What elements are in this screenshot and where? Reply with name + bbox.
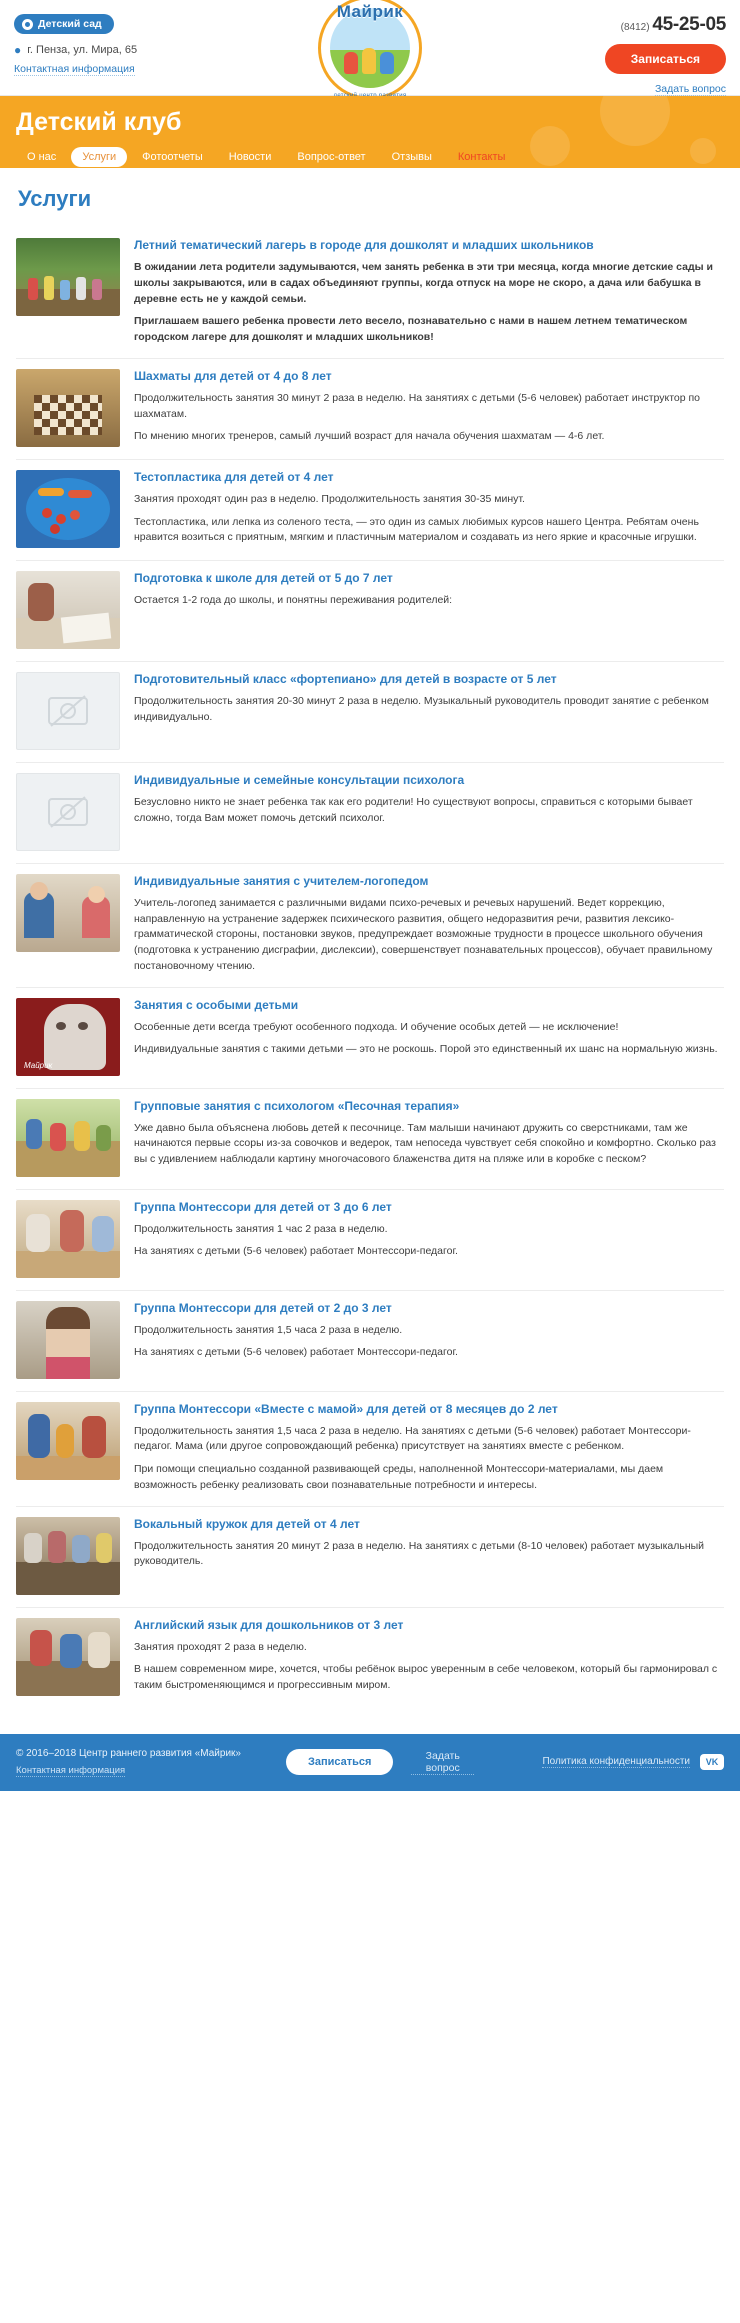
nav-item-reviews[interactable]: Отзывы xyxy=(391,151,432,163)
service-item xyxy=(16,561,724,662)
footer-left xyxy=(16,1748,286,1777)
service-body xyxy=(134,1301,724,1379)
service-body xyxy=(134,470,724,548)
service-thumbnail-placeholder[interactable] xyxy=(16,773,120,851)
service-title[interactable]: Подготовка к школе для детей от 5 до 7 лет xyxy=(134,570,393,585)
service-title[interactable]: Подготовительный класс «фортепиано» для детей в возрасте от 5 лет xyxy=(134,671,557,686)
service-body xyxy=(134,1402,724,1494)
footer-privacy-policy-link[interactable]: Политика конфиденциальности xyxy=(542,1756,690,1767)
footer-right xyxy=(474,1754,724,1770)
service-body xyxy=(134,672,724,750)
service-thumbnail-school[interactable] xyxy=(16,571,120,649)
service-title[interactable]: Тестопластика для детей от 4 лет xyxy=(134,469,334,484)
service-thumbnail-chess[interactable] xyxy=(16,369,120,447)
address-row xyxy=(14,44,274,56)
service-paragraph: Занятия проходят 2 раза в неделю. xyxy=(134,1640,307,1653)
service-item xyxy=(16,460,724,561)
service-paragraph: Индивидуальные занятия с такими детьми — это не роскошь. Порой это единственный их шанс на нормальную жизнь. xyxy=(134,1043,718,1056)
service-thumbnail-sand[interactable] xyxy=(16,1099,120,1177)
service-title[interactable]: Группа Монтессори для детей от 2 до 3 лет xyxy=(134,1300,392,1315)
service-title[interactable]: Вокальный кружок для детей от 4 лет xyxy=(134,1516,360,1531)
ask-question-link[interactable]: Задать вопрос xyxy=(654,83,726,95)
logo-circle xyxy=(318,0,422,100)
site-footer xyxy=(0,1734,740,1791)
club-header xyxy=(0,96,740,168)
main-navigation xyxy=(16,147,724,167)
service-paragraph: На занятиях с детьми (5-6 человек) работает Монтессори-педагог. xyxy=(134,1245,458,1258)
service-thumbnail-montessori23[interactable] xyxy=(16,1301,120,1379)
service-paragraph: Учитель-логопед занимается с различными видами психо-речевых и речевых нарушений. Ведет коррекцию, направленную на устранение задержек психического развития, общего недоразвития речи, развития лексико-грамматической стороны, постановки звуков, предупреждает возможные трудности в процессе школьного обучения (подготовка к устранению дисграфии, дислексии), совершенствует познавательных процессов), обучает правильному постановочному чтению. xyxy=(134,896,713,972)
service-body xyxy=(134,1200,724,1278)
kindergarten-tab-label: Детский сад xyxy=(38,18,102,30)
top-bar-right xyxy=(466,14,726,96)
contact-info-link[interactable]: Контактная информация xyxy=(14,63,135,75)
footer-ask-question-link[interactable]: Задать вопрос xyxy=(411,1750,474,1775)
service-paragraph: При помощи специально созданной развивающей среды, наполненной Монтессори-материалами, мы даем возможность ребенку реализовать свои познавательные потребности и интересы. xyxy=(134,1463,664,1491)
service-paragraph: Уже давно была объяснена любовь детей к песочнице. Там малыши начинают дружить со сверстниками, там же начинаются первые ссоры из-за совочков и ведерок, там непоседа чувствует себя спокойно и комфортно. Сколько раз вы с удивлением наблюдали картину многочасового блаженства дитя на пляже или в коробке с песком? xyxy=(134,1121,716,1165)
service-item xyxy=(16,1392,724,1507)
nav-item-about[interactable]: О нас xyxy=(27,151,57,163)
service-body xyxy=(134,1618,724,1696)
no-image-icon xyxy=(48,694,88,728)
phone-code: (8412) xyxy=(620,22,650,33)
service-item xyxy=(16,988,724,1089)
page-header-title: Детский клуб xyxy=(16,108,182,136)
service-paragraph: На занятиях с детьми (5-6 человек) работает Монтессори-педагог. xyxy=(134,1346,458,1359)
phone-number: 45-25-05 xyxy=(652,14,726,35)
kindergarten-tab-button[interactable] xyxy=(14,14,114,34)
service-item xyxy=(16,228,724,359)
footer-copyright: © 2016–2018 Центр раннего развития «Майрик» xyxy=(16,1747,241,1759)
footer-signup-button[interactable]: Записаться xyxy=(286,1749,393,1775)
service-thumbnail-vocal[interactable] xyxy=(16,1517,120,1595)
service-paragraph: По мнению многих тренеров, самый лучший возраст для начала обучения шахматам — 4-6 лет. xyxy=(134,430,605,443)
service-title[interactable]: Группа Монтессори для детей от 3 до 6 лет xyxy=(134,1199,392,1214)
logo-title: Майрик xyxy=(336,2,404,21)
service-title[interactable]: Шахматы для детей от 4 до 8 лет xyxy=(134,368,332,383)
service-paragraph: Продолжительность занятия 1,5 часа 2 раза в неделю. xyxy=(134,1323,403,1336)
service-paragraph: Тестопластика, или лепка из соленого теста, — это один из самых любимых курсов нашего Центра. Ребятам очень нравится возиться с приятным, мягким и пластичным материалом и создавать из него яркие и красочные игрушки. xyxy=(134,515,699,544)
service-thumbnail-camp[interactable] xyxy=(16,238,120,316)
service-paragraph: В нашем современном мире, хочется, чтобы ребёнок вырос уверенным в себе человеком, который бы гармонировал с таким быстроменяющимся и прогрессивным миром. xyxy=(134,1663,718,1691)
service-paragraph: Продолжительность занятия 30 минут 2 раза в неделю. На занятиях с детьми (5-6 человек) работает инструктор по шахматам. xyxy=(134,391,701,420)
service-paragraph: Продолжительность занятия 20 минут 2 раза в неделю. На занятиях с детьми (8-10 человек) работает музыкальный руководитель. xyxy=(134,1539,705,1568)
page-title: Услуги xyxy=(18,186,92,211)
service-title[interactable]: Индивидуальные и семейные консультации психолога xyxy=(134,772,465,787)
service-title[interactable]: Английский язык для дошкольников от 3 лет xyxy=(134,1617,404,1632)
main-content xyxy=(0,168,740,1734)
service-body xyxy=(134,238,724,346)
service-body xyxy=(134,773,724,851)
service-paragraph: Приглашаем вашего ребенка провести лето весело, познавательно с нами в нашем летнем тематическом городском лагере для дошколят и младших школьников! xyxy=(134,315,688,343)
service-paragraph: Остается 1-2 года до школы, и понятны переживания родителей: xyxy=(134,593,453,606)
service-thumbnail-logoped[interactable] xyxy=(16,874,120,952)
service-body xyxy=(134,874,724,975)
service-item xyxy=(16,1507,724,1608)
service-thumbnail-dough[interactable] xyxy=(16,470,120,548)
service-paragraph: Продолжительность занятия 1,5 часа 2 раза в неделю. На занятиях с детьми (5-6 человек) работает Монтессори-педагог. Мама (или другое сопровождающий ребенка) присутствует на занятиях вместе с ребенком. xyxy=(134,1424,691,1453)
service-paragraph: Занятия проходят один раз в неделю. Продолжительность занятия 30-35 минут. xyxy=(134,492,525,505)
service-item xyxy=(16,662,724,763)
no-image-icon xyxy=(48,795,88,829)
service-paragraph: Особенные дети всегда требуют особенного подхода. И обучение особых детей — не исключение! xyxy=(134,1020,619,1033)
service-paragraph: В ожидании лета родители задумываются, чем занять ребенка в эти три месяца, когда многие детские сады и школы закрываются, или в садах объединяют группы, когда отпуск на море не скоро, а дача или бабушка в деревне есть не у каждой семьи. xyxy=(134,261,713,305)
nav-item-photoreports[interactable]: Фотоотчеты xyxy=(142,151,203,163)
footer-center xyxy=(286,1749,474,1775)
service-title[interactable]: Летний тематический лагерь в городе для дошколят и младших школьников xyxy=(134,238,594,252)
service-title[interactable]: Индивидуальные занятия с учителем-логопедом xyxy=(134,873,429,888)
service-body xyxy=(134,1517,724,1595)
service-title[interactable]: Группа Монтессори «Вместе с мамой» для детей от 8 месяцев до 2 лет xyxy=(134,1401,558,1416)
service-item xyxy=(16,1608,724,1708)
service-body xyxy=(134,998,724,1076)
service-thumbnail-placeholder[interactable] xyxy=(16,672,120,750)
footer-contact-link[interactable]: Контактная информация xyxy=(16,1764,126,1776)
service-thumbnail-special[interactable]: Майрик xyxy=(16,998,120,1076)
nav-item-contacts[interactable]: Контакты xyxy=(457,151,506,163)
service-paragraph: Продолжительность занятия 1 час 2 раза в неделю. xyxy=(134,1222,388,1235)
phone-block[interactable] xyxy=(466,14,726,36)
map-pin-icon: ● xyxy=(14,43,22,57)
top-bar xyxy=(0,0,740,96)
service-body xyxy=(134,1099,724,1177)
service-paragraph: Безусловно никто не знает ребенка так как его родители! Но существуют вопросы, справиться с которыми бывает сложно, тогда Вам может помочь детский психолог. xyxy=(134,795,693,824)
service-item xyxy=(16,763,724,864)
site-logo[interactable] xyxy=(305,0,435,102)
service-item xyxy=(16,864,724,988)
signup-button[interactable]: Записаться xyxy=(605,44,726,74)
service-body xyxy=(134,571,724,649)
service-title[interactable]: Групповые занятия с психологом «Песочная терапия» xyxy=(134,1098,460,1113)
kindergarten-icon xyxy=(22,19,33,30)
nav-item-faq[interactable]: Вопрос-ответ xyxy=(297,151,366,163)
service-thumbnail-montessori36[interactable] xyxy=(16,1200,120,1278)
vk-icon[interactable]: VK xyxy=(700,1754,724,1770)
service-item xyxy=(16,1089,724,1190)
top-bar-left xyxy=(14,14,274,76)
address-text: г. Пенза, ул. Мира, 65 xyxy=(27,44,138,56)
service-thumbnail-english[interactable] xyxy=(16,1618,120,1696)
service-body xyxy=(134,369,724,447)
nav-item-news[interactable]: Новости xyxy=(228,151,272,163)
service-item xyxy=(16,359,724,460)
service-item xyxy=(16,1190,724,1291)
service-item xyxy=(16,1291,724,1392)
service-thumbnail-montessori-mom[interactable] xyxy=(16,1402,120,1480)
service-title[interactable]: Занятия с особыми детьми xyxy=(134,997,299,1012)
nav-item-services[interactable]: Услуги xyxy=(71,147,127,167)
service-paragraph: Продолжительность занятия 20-30 минут 2 раза в неделю. Музыкальный руководитель проводит занятие с ребенком индивидуально. xyxy=(134,694,709,723)
